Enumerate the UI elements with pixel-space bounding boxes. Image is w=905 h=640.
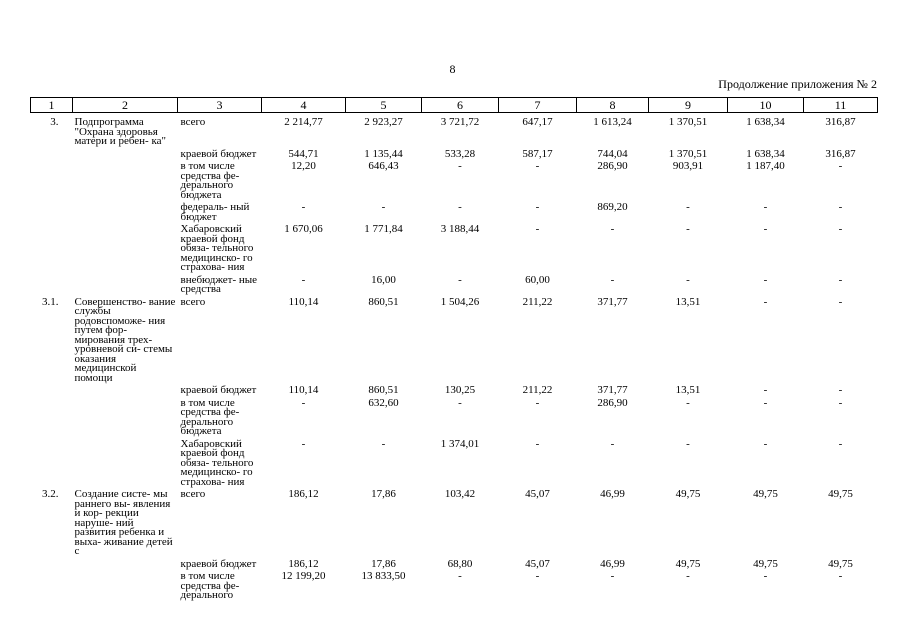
amount-cell: - xyxy=(838,160,843,172)
amount-cell: 46,99 xyxy=(600,488,625,500)
amount-cell: - xyxy=(763,295,768,308)
amount-cell: 587,17 xyxy=(522,147,553,160)
appendix-caption: Продолжение приложения № 2 xyxy=(718,77,877,91)
amount-cell: - xyxy=(458,273,462,286)
amount-cell: - xyxy=(838,384,843,396)
row-number xyxy=(31,276,73,298)
amount-cell: 110,14 xyxy=(288,295,319,308)
row-number xyxy=(31,399,73,440)
column-header: 6 xyxy=(422,98,499,113)
amount-cell: 1 670,06 xyxy=(284,223,323,235)
amount-cell: 860,51 xyxy=(368,295,399,308)
table-row xyxy=(31,203,878,225)
column-header: 3 xyxy=(178,98,262,113)
row-number xyxy=(31,150,73,163)
amount-cell: 16,00 xyxy=(371,273,396,286)
amount-cell: - xyxy=(535,201,540,213)
row-number xyxy=(31,225,73,276)
amount-cell: 1 771,84 xyxy=(364,223,403,235)
program-name xyxy=(73,440,178,491)
amount-cell: - xyxy=(301,437,306,450)
amount-cell: 1 187,40 xyxy=(746,160,785,172)
amount-cell: 632,60 xyxy=(368,396,399,409)
row-number xyxy=(31,203,73,225)
amount-cell: - xyxy=(381,437,386,450)
amount-cell: 49,75 xyxy=(753,488,778,500)
funding-source: федераль- ный бюджет xyxy=(180,201,250,223)
funding-source: в том числе средства фе- дерального бюджета xyxy=(180,396,240,437)
column-header: 7 xyxy=(499,98,577,113)
amount-cell: - xyxy=(686,570,690,582)
program-name xyxy=(73,386,178,399)
amount-cell: - xyxy=(535,396,540,409)
funding-source: внебюджет- ные средства xyxy=(180,273,258,295)
amount-cell: 186,12 xyxy=(288,488,319,500)
amount-cell: 12,20 xyxy=(291,160,316,172)
amount-cell: 1 504,26 xyxy=(440,295,480,308)
amount-cell: 12 199,20 xyxy=(281,570,326,582)
program-name xyxy=(73,399,178,440)
program-name xyxy=(73,572,178,604)
column-header: 11 xyxy=(804,98,878,113)
amount-cell: 647,17 xyxy=(522,116,553,128)
amount-cell: - xyxy=(763,223,768,235)
column-header: 9 xyxy=(649,98,728,113)
row-number xyxy=(31,560,73,573)
amount-cell: - xyxy=(763,396,768,409)
amount-cell: 860,51 xyxy=(368,384,399,396)
amount-cell: - xyxy=(535,160,540,172)
funding-source: в том числе средства фе- дерального бюджета xyxy=(180,160,240,201)
amount-cell: - xyxy=(763,437,768,450)
amount-cell: - xyxy=(686,223,690,235)
table-row xyxy=(31,560,878,573)
amount-cell: - xyxy=(301,201,306,213)
amount-cell: 544,71 xyxy=(288,147,319,160)
amount-cell: - xyxy=(535,570,540,582)
amount-cell: - xyxy=(763,384,768,396)
funding-source: всего xyxy=(180,116,206,128)
amount-cell: 49,75 xyxy=(828,488,853,500)
program-name xyxy=(73,162,178,203)
amount-cell: 316,87 xyxy=(825,116,856,128)
amount-cell: - xyxy=(763,570,768,582)
amount-cell: - xyxy=(610,223,615,235)
amount-cell: 316,87 xyxy=(825,147,856,160)
table-row xyxy=(31,440,878,491)
amount-cell: - xyxy=(686,437,690,450)
amount-cell: - xyxy=(686,201,690,213)
table-row xyxy=(31,490,878,560)
amount-cell: 533,28 xyxy=(444,147,476,160)
amount-cell: 49,75 xyxy=(675,488,701,500)
program-name: Совершенство- вание службы родовспоможе- ния путем фор- мирования трех- уровневой си- стемы оказания медицинской помощи xyxy=(74,295,176,384)
amount-cell: - xyxy=(610,273,615,286)
funding-source: в том числе средства фе- дерального xyxy=(180,570,240,601)
amount-cell: 49,75 xyxy=(828,557,853,570)
amount-cell: - xyxy=(301,396,306,409)
amount-cell: 1 370,51 xyxy=(668,147,708,160)
row-number xyxy=(31,162,73,203)
amount-cell: 371,77 xyxy=(597,384,628,396)
amount-cell: 286,90 xyxy=(597,160,628,172)
column-header: 2 xyxy=(73,98,178,113)
amount-cell: - xyxy=(838,201,843,213)
amount-cell: 110,14 xyxy=(288,384,319,396)
amount-cell: 45,07 xyxy=(525,557,550,570)
amount-cell: 103,42 xyxy=(444,488,476,500)
amount-cell: - xyxy=(838,396,843,409)
column-header: 4 xyxy=(262,98,346,113)
amount-cell: 49,75 xyxy=(753,557,778,570)
row-number: 3. xyxy=(50,116,59,128)
amount-cell: - xyxy=(838,437,843,450)
program-name xyxy=(73,560,178,573)
amount-cell: 903,91 xyxy=(672,160,704,172)
amount-cell: 13,51 xyxy=(675,295,701,308)
amount-cell: 130,25 xyxy=(444,384,476,396)
amount-cell: 1 370,51 xyxy=(668,116,708,128)
amount-cell: - xyxy=(535,437,540,450)
amount-cell: - xyxy=(610,570,615,582)
amount-cell: 211,22 xyxy=(522,384,553,396)
amount-cell: 1 638,34 xyxy=(746,116,785,128)
table-body xyxy=(31,113,878,604)
amount-cell: - xyxy=(838,295,843,308)
amount-cell: 13 833,50 xyxy=(361,570,406,582)
table-row xyxy=(31,162,878,203)
amount-cell: - xyxy=(458,570,462,582)
funding-source: краевой бюджет xyxy=(180,384,257,396)
amount-cell: 286,90 xyxy=(597,396,628,409)
program-name xyxy=(73,150,178,163)
page-number: 8 xyxy=(449,62,456,76)
amount-cell: - xyxy=(686,273,690,286)
program-name xyxy=(73,203,178,225)
amount-cell: 869,20 xyxy=(597,201,628,213)
funding-source: всего xyxy=(180,295,206,308)
column-header: 8 xyxy=(577,98,649,113)
amount-cell: 45,07 xyxy=(525,488,550,500)
amount-cell: 2 923,27 xyxy=(364,116,403,128)
table-row xyxy=(31,113,878,150)
amount-cell: 211,22 xyxy=(522,295,553,308)
amount-cell: 13,51 xyxy=(675,384,701,396)
amount-cell: 46,99 xyxy=(600,557,625,570)
funding-source: Хабаровский краевой фонд обяза- тельного медицинско- го страхова- ния xyxy=(180,223,254,273)
amount-cell: - xyxy=(763,273,768,286)
amount-cell: - xyxy=(610,437,615,450)
table-row xyxy=(31,298,878,387)
program-name: Создание систе- мы раннего вы- явления и кор- рекции наруше- ний развития ребенка и выха- живание детей с xyxy=(74,488,173,557)
amount-cell: 1 135,44 xyxy=(364,147,403,160)
row-number: 3.1. xyxy=(42,295,59,308)
amount-cell: - xyxy=(686,396,690,409)
funding-source: всего xyxy=(180,488,206,500)
row-number: 3.2. xyxy=(42,488,59,500)
budget-table xyxy=(30,97,878,604)
column-header: 1 xyxy=(31,98,73,113)
amount-cell: - xyxy=(838,570,843,582)
amount-cell: - xyxy=(838,273,843,286)
column-header: 5 xyxy=(346,98,422,113)
amount-cell: 2 214,77 xyxy=(284,116,323,128)
table-row xyxy=(31,572,878,604)
amount-cell: 1 638,34 xyxy=(746,147,785,160)
amount-cell: 646,43 xyxy=(368,160,399,172)
table-row xyxy=(31,399,878,440)
row-number xyxy=(31,440,73,491)
amount-cell: 3 188,44 xyxy=(440,223,480,235)
amount-cell: 1 374,01 xyxy=(440,437,480,450)
amount-cell: - xyxy=(763,201,768,213)
amount-cell: 186,12 xyxy=(288,557,319,570)
table-header-row xyxy=(31,98,878,113)
funding-source: краевой бюджет xyxy=(180,147,257,160)
row-number xyxy=(31,572,73,604)
amount-cell: 371,77 xyxy=(597,295,628,308)
amount-cell: - xyxy=(535,223,540,235)
amount-cell: 744,04 xyxy=(597,147,628,160)
program-name: Подпрограмма "Охрана здоровья матери и ребен- ка" xyxy=(74,116,167,147)
table-row xyxy=(31,225,878,276)
amount-cell: 17,86 xyxy=(371,488,396,500)
amount-cell: 1 613,24 xyxy=(593,116,632,128)
table-row xyxy=(31,386,878,399)
amount-cell: 60,00 xyxy=(525,273,550,286)
amount-cell: - xyxy=(458,160,462,172)
amount-cell: - xyxy=(838,223,843,235)
amount-cell: - xyxy=(381,201,386,213)
row-number xyxy=(31,386,73,399)
program-name xyxy=(73,225,178,276)
amount-cell: 3 721,72 xyxy=(440,116,480,128)
amount-cell: - xyxy=(458,396,462,409)
amount-cell: - xyxy=(458,201,462,213)
amount-cell: 49,75 xyxy=(675,557,701,570)
amount-cell: 68,80 xyxy=(447,557,473,570)
table-row xyxy=(31,276,878,298)
program-name xyxy=(73,276,178,298)
column-header: 10 xyxy=(728,98,804,113)
amount-cell: - xyxy=(301,273,306,286)
funding-source: краевой бюджет xyxy=(180,557,257,570)
funding-source: Хабаровский краевой фонд обяза- тельного медицинско- го страхова- ния xyxy=(180,437,254,488)
amount-cell: 17,86 xyxy=(371,557,396,570)
